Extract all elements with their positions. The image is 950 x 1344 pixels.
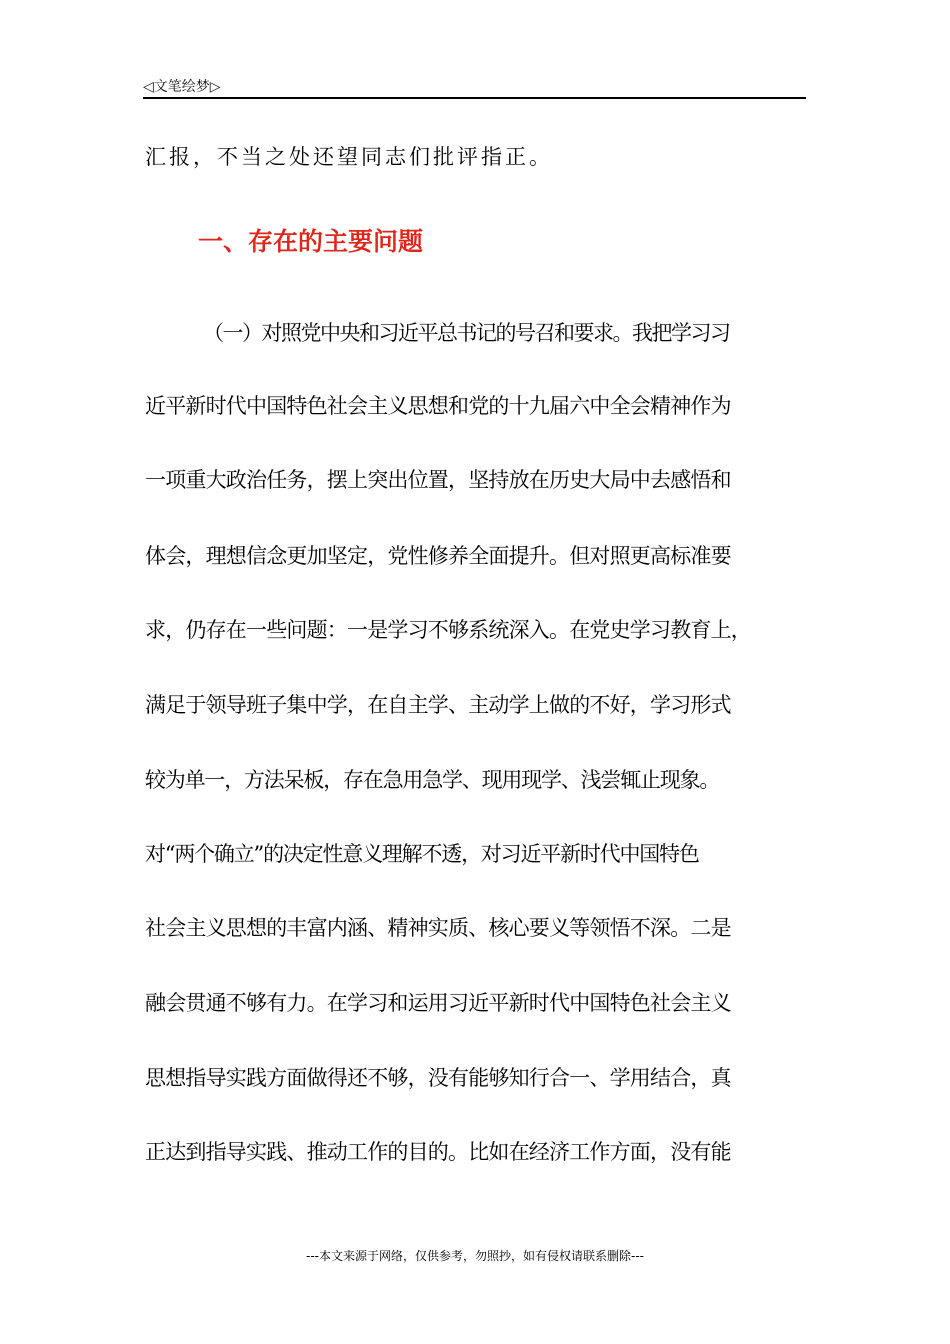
section-heading: 一、存在的主要问题 [198,227,424,256]
body-line: 体会，理想信念更加坚定，党性修养全面提升。但对照更高标准要 [145,544,731,568]
body-line: （一）对照党中央和习近平总书记的号召和要求。我把学习习 [203,321,730,345]
body-line: 思想指导实践方面做得还不够，没有能够知行合一、学用结合，真 [145,1066,731,1090]
body-line: 近平新时代中国特色社会主义思想和党的十九届六中全会精神作为 [145,394,731,418]
body-line: 满足于领导班子集中学，在自主学、主动学上做的不好，学习形式 [145,693,731,717]
left-triangle-icon: ◁ [143,79,154,95]
body-line: 融会贯通不够有力。在学习和运用习近平新时代中国特色社会主义 [145,991,731,1015]
body-line: 一项重大政治任务，摆上突出位置，坚持放在历史大局中去感悟和 [145,468,731,492]
right-triangle-icon: ▷ [209,79,221,95]
document-header [143,76,221,96]
footer-disclaimer: ---本文来源于网络，仅供参考，勿照抄，如有侵权请联系删除--- [306,1249,644,1263]
intro-line: 汇报，不当之处还望同志们批评指正。 [145,145,553,169]
body-line: 对“两个确立”的决定性意义理解不透，对习近平新时代中国特色 [145,842,699,866]
body-line: 求，仍存在一些问题：一是学习不够系统深入。在党史学习教育上， [145,618,751,642]
body-line: 正达到指导实践、推动工作的目的。比如在经济工作方面，没有能 [145,1140,731,1164]
header-rule [143,97,806,99]
header-title: 文笔绘梦 [153,79,210,95]
body-line: 社会主义思想的丰富内涵、精神实质、核心要义等领悟不深。二是 [145,916,731,940]
body-line: 较为单一，方法呆板，存在急用急学、现用现学、浅尝辄止现象。 [145,768,720,792]
